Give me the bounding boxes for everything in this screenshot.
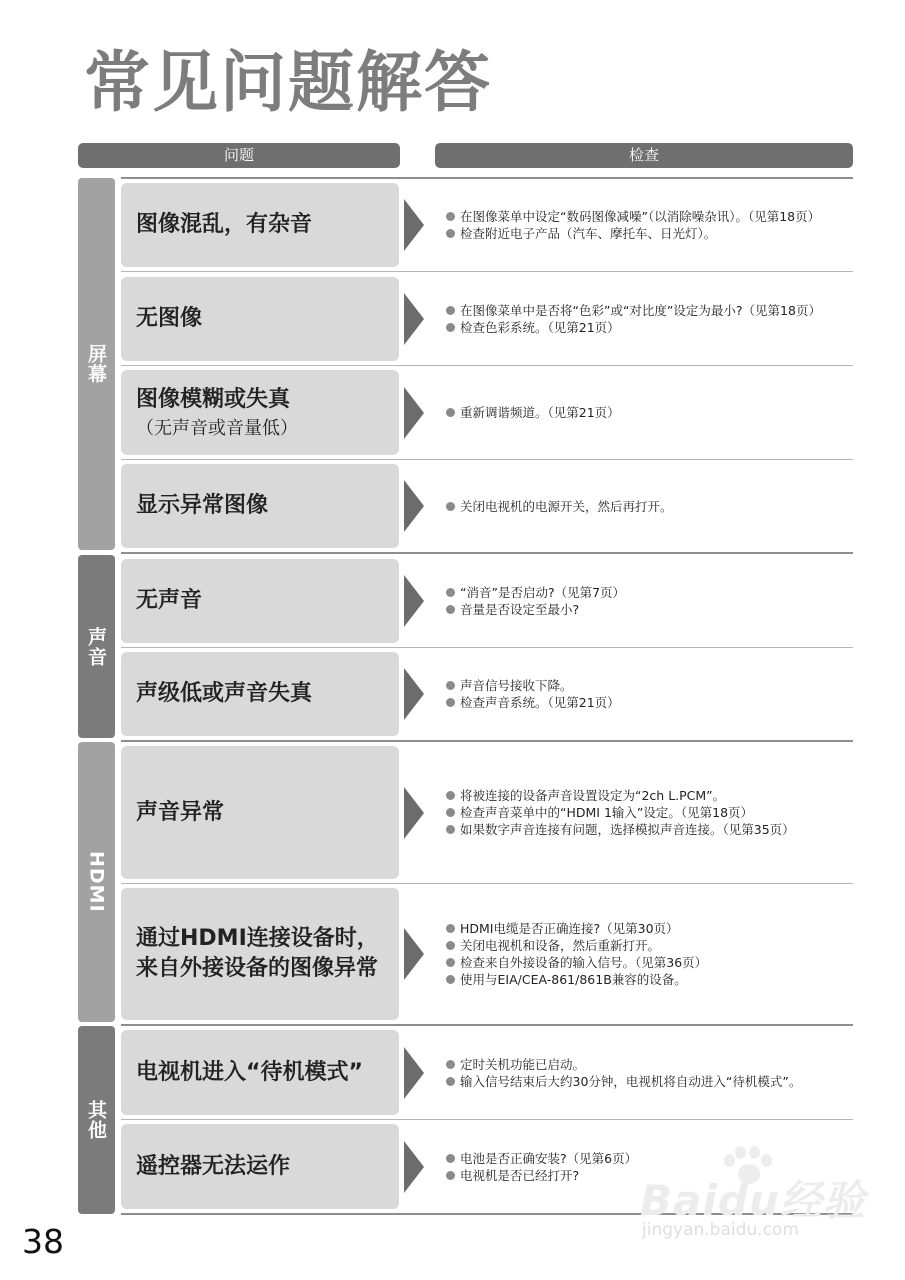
faq-row: [121, 746, 853, 879]
category-hdmi: [78, 742, 115, 1022]
category-other: [78, 1026, 115, 1214]
check-item: 检查色彩系统。（见第21页）: [445, 319, 853, 336]
question-box: [121, 370, 399, 455]
check-item: 将被连接的设备声音设置设定为“2ch L.PCM”。: [445, 787, 853, 804]
category-label: 其他: [85, 1100, 107, 1140]
faq-row: [121, 559, 853, 643]
faq-row: [121, 888, 853, 1020]
check-item: 关闭电视机的电源开关，然后再打开。: [445, 498, 853, 515]
divider: [121, 647, 853, 648]
divider: [121, 883, 853, 884]
question-box: [121, 888, 399, 1020]
page-title: 常见问题解答: [84, 44, 492, 121]
question-subtitle: （无声音或音量低）: [136, 417, 298, 439]
watermark-url: jingyan.baidu.com: [642, 1220, 799, 1240]
divider: [121, 365, 853, 366]
check-column-header: 检查: [435, 143, 853, 168]
check-item: HDMI电缆是否正确连接?（见第30页）: [445, 920, 853, 937]
faq-row: [121, 183, 853, 267]
arrow-right-icon: [404, 480, 424, 532]
check-list: [445, 183, 853, 267]
question-text: 声级低或声音失真: [136, 681, 313, 707]
check-item: 如果数字声音连接有问题，选择模拟声音连接。（见第35页）: [445, 821, 853, 838]
check-item: 在图像菜单中设定“数码图像减噪”（以消除噪杂讯）。（见第18页）: [445, 208, 853, 225]
arrow-right-icon: [404, 1047, 424, 1099]
question-column-header: 问题: [78, 143, 400, 168]
question-text: 电视机进入“待机模式”: [136, 1059, 363, 1085]
check-list: [445, 652, 853, 736]
watermark-logo: Baidu经验: [640, 1176, 866, 1225]
divider: [121, 459, 853, 460]
category-sound: [78, 555, 115, 738]
category-label: HDMI: [85, 851, 108, 913]
arrow-right-icon: [404, 199, 424, 251]
category-label: 声音: [85, 626, 107, 667]
check-list: [445, 370, 853, 455]
question-text: 图像混乱，有杂音: [136, 212, 313, 238]
divider: [121, 271, 853, 272]
divider: [121, 740, 853, 742]
question-text: 声音异常: [136, 799, 225, 825]
question-box: [121, 1030, 399, 1115]
check-item: 输入信号结束后大约30分钟，电视机将自动进入“待机模式”。: [445, 1073, 853, 1090]
check-list: [445, 746, 853, 879]
divider: [121, 552, 853, 554]
check-item: 音量是否设定至最小?: [445, 601, 853, 618]
check-item: 定时关机功能已启动。: [445, 1056, 853, 1073]
question-box: [121, 1124, 399, 1209]
check-item: 声音信号接收下降。: [445, 677, 853, 694]
check-item: 在图像菜单中是否将“色彩”或“对比度”设定为最小?（见第18页）: [445, 302, 853, 319]
watermark: [640, 1150, 866, 1240]
question-text: 无声音: [136, 588, 203, 614]
arrow-right-icon: [404, 1141, 424, 1193]
question-text: 无图像: [136, 306, 203, 332]
faq-row: [121, 652, 853, 736]
category-screen: [78, 178, 115, 550]
question-box: [121, 277, 399, 361]
question-box: [121, 652, 399, 736]
arrow-right-icon: [404, 387, 424, 439]
check-item: 电视机是否已经打开?: [445, 1167, 853, 1184]
question-text: 遥控器无法运作: [136, 1153, 291, 1179]
check-item: “消音”是否启动?（见第7页）: [445, 584, 853, 601]
check-item: 检查附近电子产品（汽车、摩托车、日光灯）。: [445, 225, 853, 242]
question-text: 显示异常图像: [136, 493, 269, 519]
arrow-right-icon: [404, 928, 424, 980]
check-item: 重新调谐频道。（见第21页）: [445, 404, 853, 421]
divider: [121, 1119, 853, 1120]
question-text: 图像模糊或失真: [136, 386, 291, 412]
question-box: [121, 559, 399, 643]
check-item: 电池是否正确安装?（见第6页）: [445, 1150, 853, 1167]
faq-row: [121, 464, 853, 548]
check-item: 使用与EIA/CEA-861/861B兼容的设备。: [445, 971, 853, 988]
check-list: [445, 1030, 853, 1115]
arrow-right-icon: [404, 293, 424, 345]
check-list: [445, 888, 853, 1020]
question-box: [121, 183, 399, 267]
category-label: 屏幕: [85, 344, 107, 384]
question-box: [121, 464, 399, 548]
question-box: [121, 746, 399, 879]
arrow-right-icon: [404, 668, 424, 720]
divider: [121, 1024, 853, 1026]
check-item: 检查声音系统。（见第21页）: [445, 694, 853, 711]
page-number: 38: [22, 1222, 64, 1261]
check-item: 检查声音菜单中的“HDMI 1输入”设定。（见第18页）: [445, 804, 853, 821]
arrow-right-icon: [404, 787, 424, 839]
check-list: [445, 464, 853, 548]
faq-row: [121, 1030, 853, 1115]
check-list: [445, 559, 853, 643]
question-text: 通过HDMI连接设备时， 来自外接设备的图像异常: [136, 926, 379, 981]
check-list: [445, 277, 853, 361]
divider: [121, 177, 853, 179]
faq-row: [121, 277, 853, 361]
check-item: 检查来自外接设备的输入信号。（见第36页）: [445, 954, 853, 971]
check-item: 关闭电视机和设备，然后重新打开。: [445, 937, 853, 954]
arrow-right-icon: [404, 575, 424, 627]
faq-row: [121, 370, 853, 455]
